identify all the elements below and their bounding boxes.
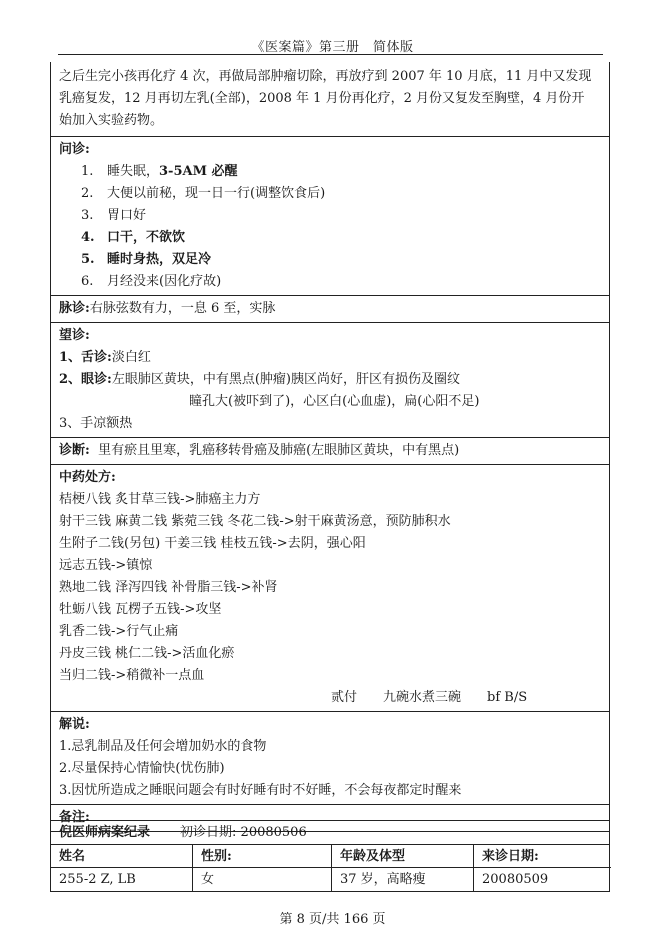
history-line: 之后生完小孩再化疗 4 次，再做局部肿瘤切除，再放疗到 2007 年 10 月底，11 月中又发现	[59, 69, 592, 84]
page-title: 《医案篇》第三册 简体版	[251, 40, 414, 55]
prescription-line: 乳香二钱->行气止痛	[59, 624, 179, 639]
prescription-line: 射干三钱 麻黄二钱 紫菀三钱 冬花二钱->射干麻黄汤意，预防肺积水	[59, 514, 451, 529]
first-visit-value: 20080506	[240, 825, 307, 840]
inquiry-section	[51, 136, 609, 295]
eye-label: 2、眼诊:	[59, 372, 112, 387]
hand-text: 3、手凉额热	[59, 416, 133, 431]
inquiry-item: 4. 口干，不欲饮	[81, 230, 186, 245]
prescription-line: 桔梗八钱 炙甘草三钱->肺癌主力方	[59, 492, 261, 507]
inspection-label: 望诊:	[59, 328, 90, 343]
tongue-label: 1、舌诊:	[59, 350, 112, 365]
pulse-label: 脉诊:	[59, 301, 90, 316]
history-line: 始加入实验药物。	[59, 113, 164, 128]
page-number: 第 8 页/共 166 页	[279, 912, 386, 927]
name-value: 255-2 Z, LB	[51, 868, 193, 891]
name-header: 姓名	[51, 845, 193, 868]
gender-header: 性别:	[193, 845, 332, 868]
inquiry-item: 2. 大便以前秘，现一日一行(调整饮食后)	[81, 186, 326, 201]
explanation-item: 1.忌乳制品及任何会增加奶水的食物	[59, 739, 267, 754]
patient-record-table	[50, 820, 610, 892]
explanation-item: 2.尽量保持心情愉快(忧伤肺)	[59, 761, 225, 776]
pulse-text: 右脉弦数有力，一息 6 至，实脉	[89, 301, 276, 316]
dosage-instructions	[59, 687, 601, 709]
prescription-line: 牡蛎八钱 瓦楞子五钱->攻坚	[59, 602, 222, 617]
age-value: 37 岁，高略瘦	[332, 868, 474, 891]
prescription-line: 熟地二钱 泽泻四钱 补骨脂三钱->补肾	[59, 580, 278, 595]
visit-date-value: 20080509	[482, 872, 549, 887]
eye-text: 左眼肺区黄块，中有黑点(肿瘤)胰区尚好，肝区有损伤及圈纹	[111, 372, 461, 387]
diagnosis-text: 里有瘀且里寒，乳癌移转骨癌及肺癌(左眼肺区黄块，中有黑点)	[98, 443, 460, 458]
diagnosis-section	[51, 437, 609, 464]
first-visit-label: 初诊日期:	[180, 825, 237, 840]
prescription-line: 丹皮三钱 桃仁二钱->活血化瘀	[59, 646, 235, 661]
dose-count: 贰付	[331, 690, 358, 705]
inquiry-label: 问诊:	[59, 142, 90, 157]
explanation-label: 解说:	[59, 717, 90, 732]
prescription-label: 中药处方:	[59, 470, 116, 485]
record-title: 倪医师病案纪录	[59, 825, 151, 840]
inspection-section	[51, 322, 609, 437]
pulse-section	[51, 295, 609, 322]
header-divider	[58, 54, 603, 55]
explanation-item: 3.因忧所造成之睡眠问题会有时好睡有时不好睡，不会每夜都定时醒来	[59, 783, 462, 798]
inquiry-item: 3. 胃口好	[81, 208, 147, 223]
history-line: 乳癌复发，12 月再切左乳(全部)，2008 年 1 月份再化疗，2 月份又复发至胸壁，4 月份开	[59, 91, 585, 106]
gender-value: 女	[193, 868, 332, 891]
explanation-section	[51, 711, 609, 804]
remarks-label: 备注:	[59, 810, 90, 825]
prescription-line: 当归二钱->稍微补一点血	[59, 668, 205, 683]
dose-frequency: bf B/S	[487, 690, 528, 705]
inquiry-item: 5. 睡时身热，双足冷	[81, 252, 212, 267]
eye-text-continued: 瞳孔大(被吓到了)，心区白(心血虚)，扁(心阳不足)	[189, 394, 480, 409]
prescription-section	[51, 464, 609, 711]
inquiry-item: 6. 月经没来(因化疗故)	[81, 274, 222, 289]
case-record-table	[50, 62, 610, 832]
prescription-line: 远志五钱->镇惊	[59, 558, 153, 573]
diagnosis-label: 诊断:	[59, 443, 90, 458]
age-header: 年龄及体型	[332, 845, 474, 868]
dose-method: 九碗水煮三碗	[383, 690, 462, 705]
inquiry-item: 1. 睡失眠，3-5AM 必醒	[81, 164, 238, 179]
case-history-section	[51, 62, 609, 136]
visit-date-header: 来诊日期:	[474, 845, 611, 868]
prescription-line: 生附子二钱(另包) 干姜三钱 桂枝五钱->去阴，强心阳	[59, 536, 366, 551]
tongue-text: 淡白红	[111, 350, 151, 365]
